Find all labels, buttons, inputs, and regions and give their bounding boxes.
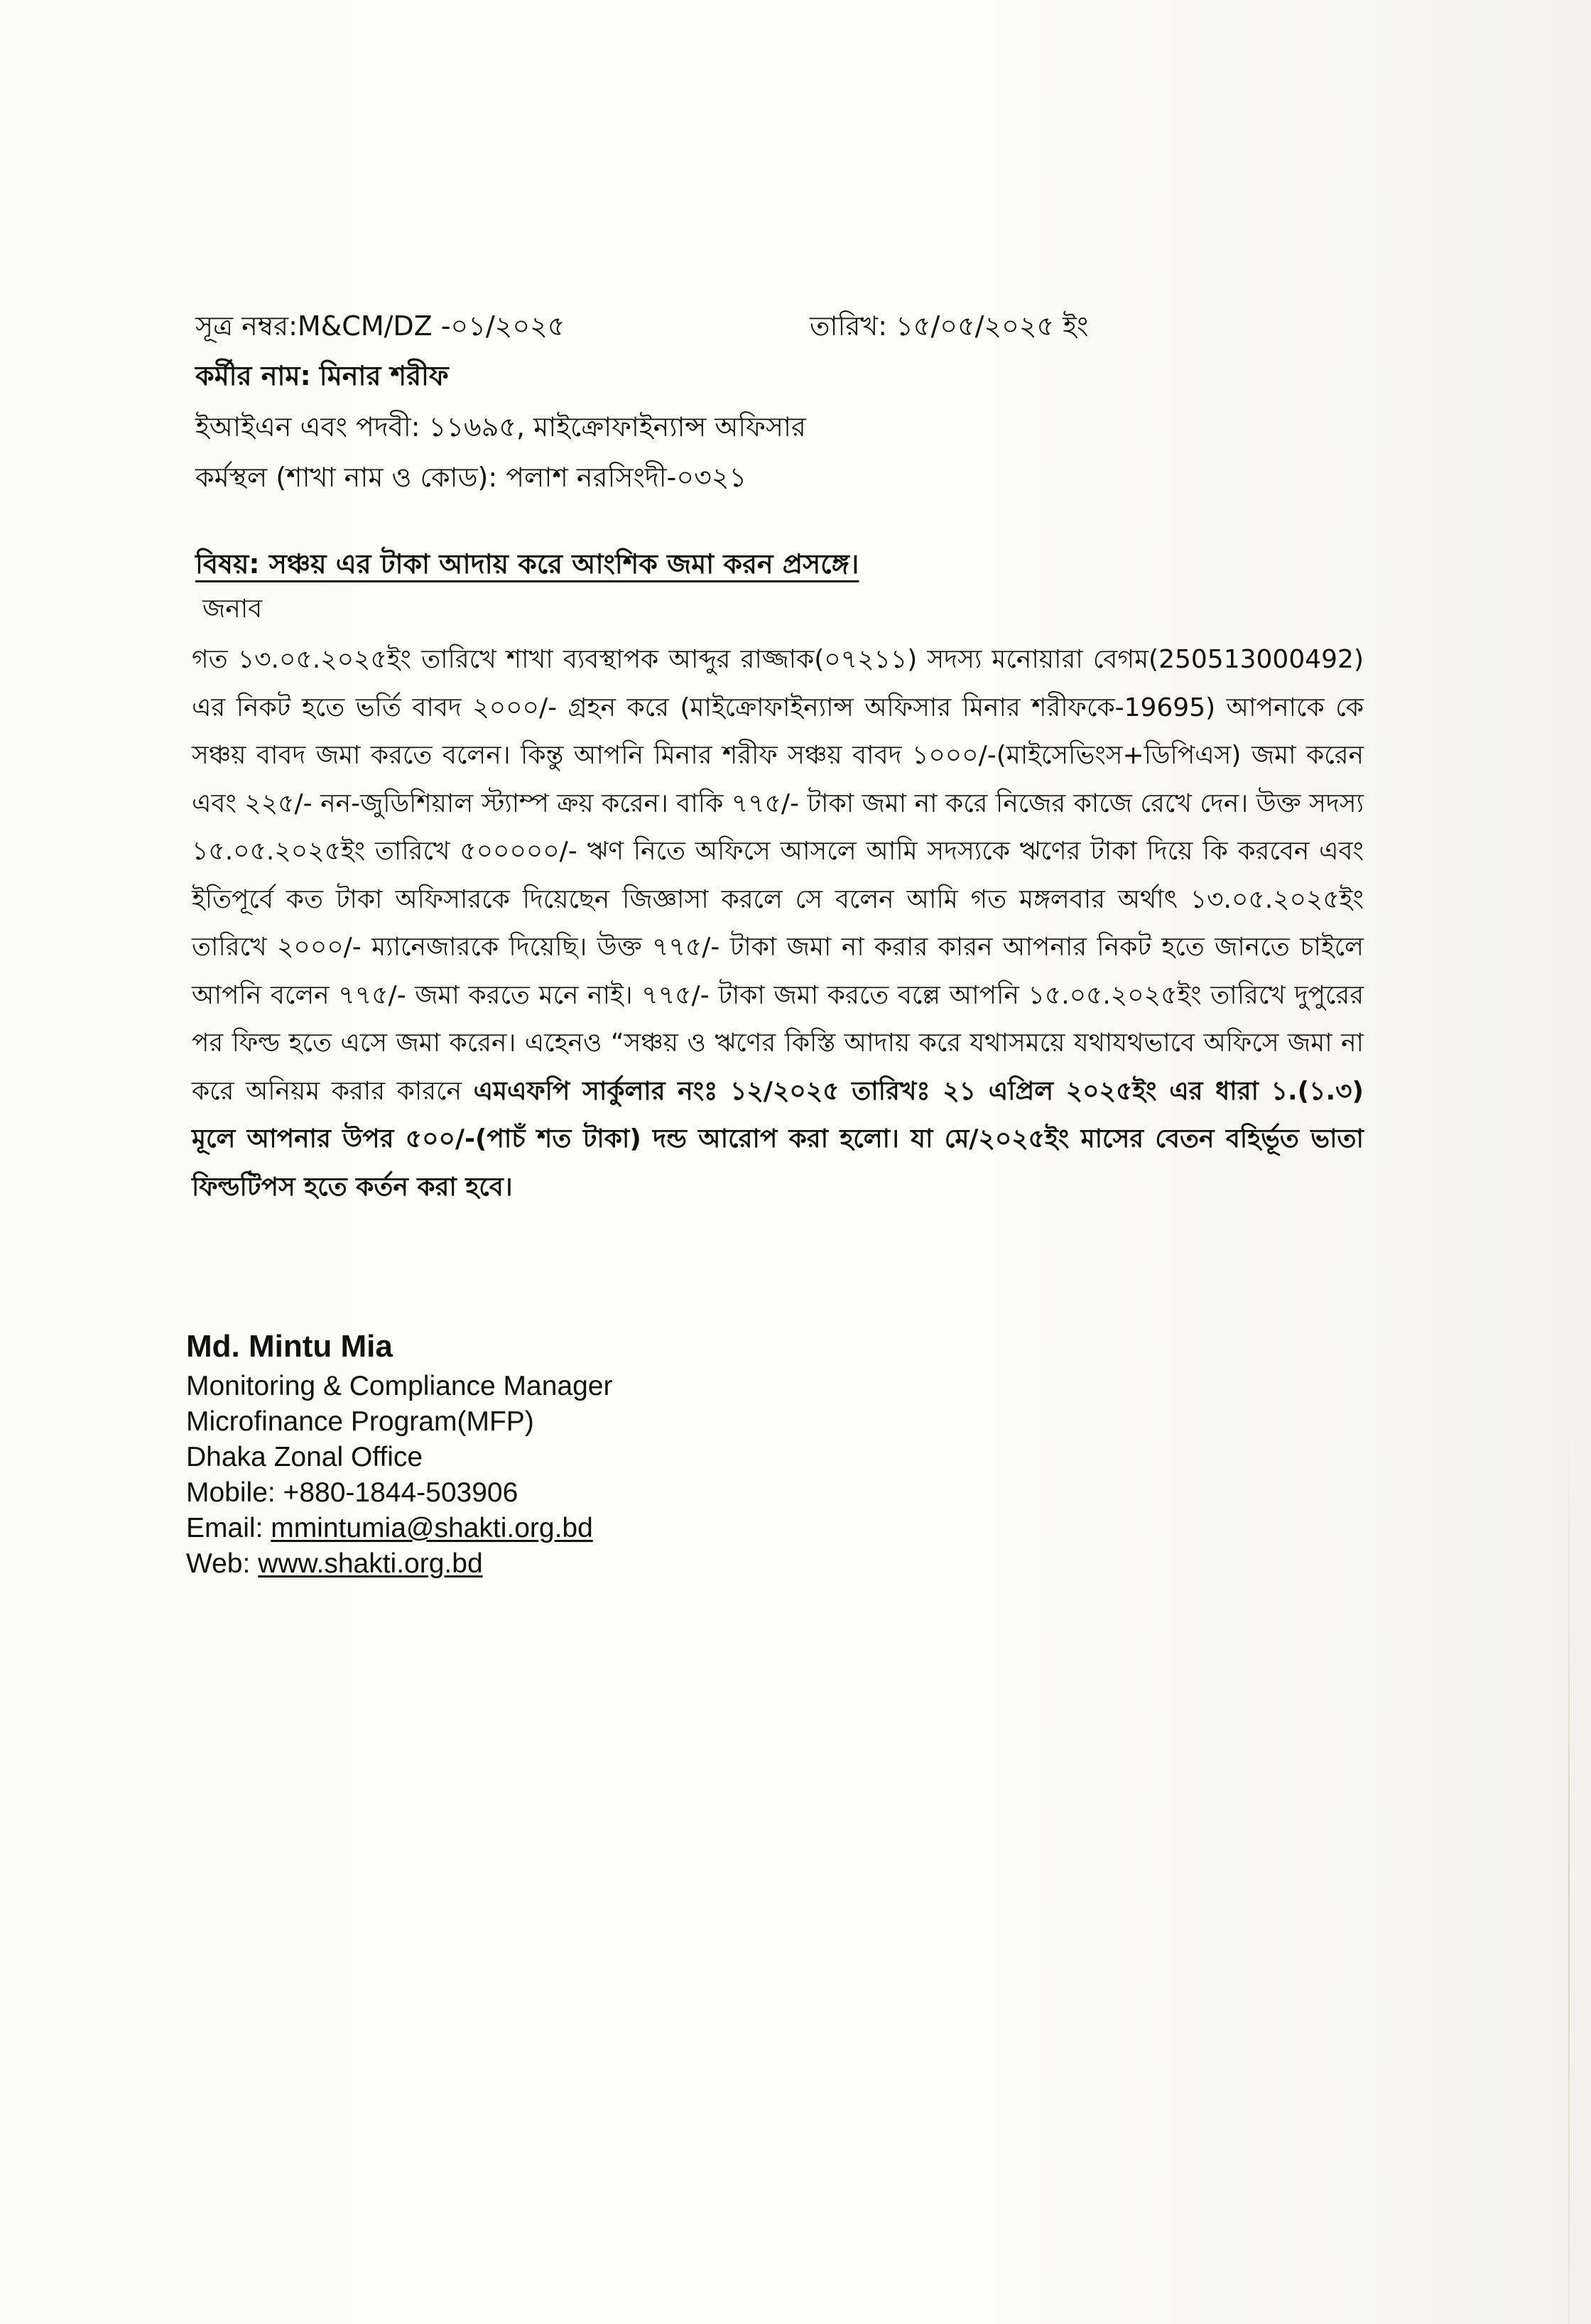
employee-ein-designation: ইআইএন এবং পদবী: ১১৬৯৫, মাইক্রোফাইন্যান্স অফিসার [195,411,806,442]
employee-name-value: মিনার শরীফ [319,360,449,391]
letter-body [192,636,1364,1211]
employee-workplace: কর্মস্থল (শাখা নাম ও কোড): পলাশ নরসিংদী-০৩২১ [195,462,747,493]
employee-name-label: কর্মীর নাম: [195,360,311,391]
signature-block [186,1325,612,1582]
web-link[interactable]: www.shakti.org.bd [258,1548,483,1579]
letter-date: তারিখ: ১৫/০৫/২০২৫ ইং [810,310,1089,342]
signatory-email-line [186,1511,612,1546]
web-label: Web: [186,1548,259,1579]
email-label: Email: [186,1513,271,1543]
reference-number: সূত্র নম্বর:M&CM/DZ -০১/২০২৫ [195,310,565,342]
signatory-name: Md. Mintu Mia [186,1329,393,1364]
employee-name-line [195,355,449,401]
body-text-regular: গত ১৩.০৫.২০২৫ইং তারিখে শাখা ব্যবস্থাপক আব্দুর রাজ্জাক(০৭২১১) সদস্য মনোয়ারা বেগম(250513000492) এর নিকট হতে ভর্তি বাবদ ২০০০/- গ্রহন করে (মাইক্রোফাইন্যান্স অফিসার মিনার শরীফকে-19695) আপনাকে কে সঞ্চয় বাবদ জমা করতে বলেন। কিন্তু আপনি মিনার শরীফ সঞ্চয় বাবদ ১০০০/-(মাইসেভিংস+ডিপিএস) জমা করেন এবং ২২৫/- নন-জুডিশিয়াল স্ট্যাম্প ক্রয় করেন। বাকি ৭৭৫/- টাকা জমা না করে নিজের কাজে রেখে দেন। উক্ত সদস্য ১৫.০৫.২০২৫ইং তারিখে ৫০০০০০/- ঋণ নিতে অফিসে আসলে আমি সদস্যকে ঋণের টাকা দিয়ে কি করবেন এবং ইতিপূর্বে কত টাকা অফিসারকে দিয়েছেন জিজ্ঞাসা করলে সে বলেন আমি গত মঙ্গলবার অর্থাৎ ১৩.০৫.২০২৫ইং তারিখে ২০০০/- ম্যানেজারকে দিয়েছি। উক্ত ৭৭৫/- টাকা জমা না করার কারন আপনার নিকট হতে জানতে চাইলে আপনি বলেন ৭৭৫/- জমা করতে মনে নাই। ৭৭৫/- টাকা জমা করতে বল্লে আপনি ১৫.০৫.২০২৫ইং তারিখে দুপুরের পর ফিল্ড হতে এসে জমা করেন। এহেনও “সঞ্চয় ও ঋণের কিস্তি আদায় করে যথাসময়ে যথাযথভাবে অফিসে জমা না করে অনিয়ম করার কারনে [192,645,1364,1106]
email-link[interactable]: mmintumia@shakti.org.bd [271,1513,593,1543]
signatory-web-line [186,1546,612,1582]
signatory-program: Microfinance Program(MFP) [186,1406,534,1437]
signatory-title: Monitoring & Compliance Manager [186,1371,613,1401]
paper-edge-shadow [1568,1421,1570,2324]
body-text-penalty: এমএফপি সার্কুলার নংঃ ১২/২০২৫ তারিখঃ ২১ এপ্রিল ২০২৫ইং এর ধারা ১.(১.৩) মূলে আপনার উপর ৫০০/-(পাচঁ শত টাকা) দন্ড আরোপ করা হলো। যা মে/২০২৫ইং মাসের বেতন বহির্ভূত ভাতা ফিল্ডটিপস হতে কর্তন করা হবে। [192,1076,1364,1202]
salutation: জনাব [202,594,263,624]
letter-subject: বিষয়: সঞ্চয় এর টাকা আদায় করে আংশিক জমা করন প্রসঙ্গে। [195,548,859,580]
letter-header [195,305,1275,355]
signatory-mobile: Mobile: +880-1844-503906 [186,1477,518,1508]
signatory-office: Dhaka Zonal Office [186,1442,423,1472]
